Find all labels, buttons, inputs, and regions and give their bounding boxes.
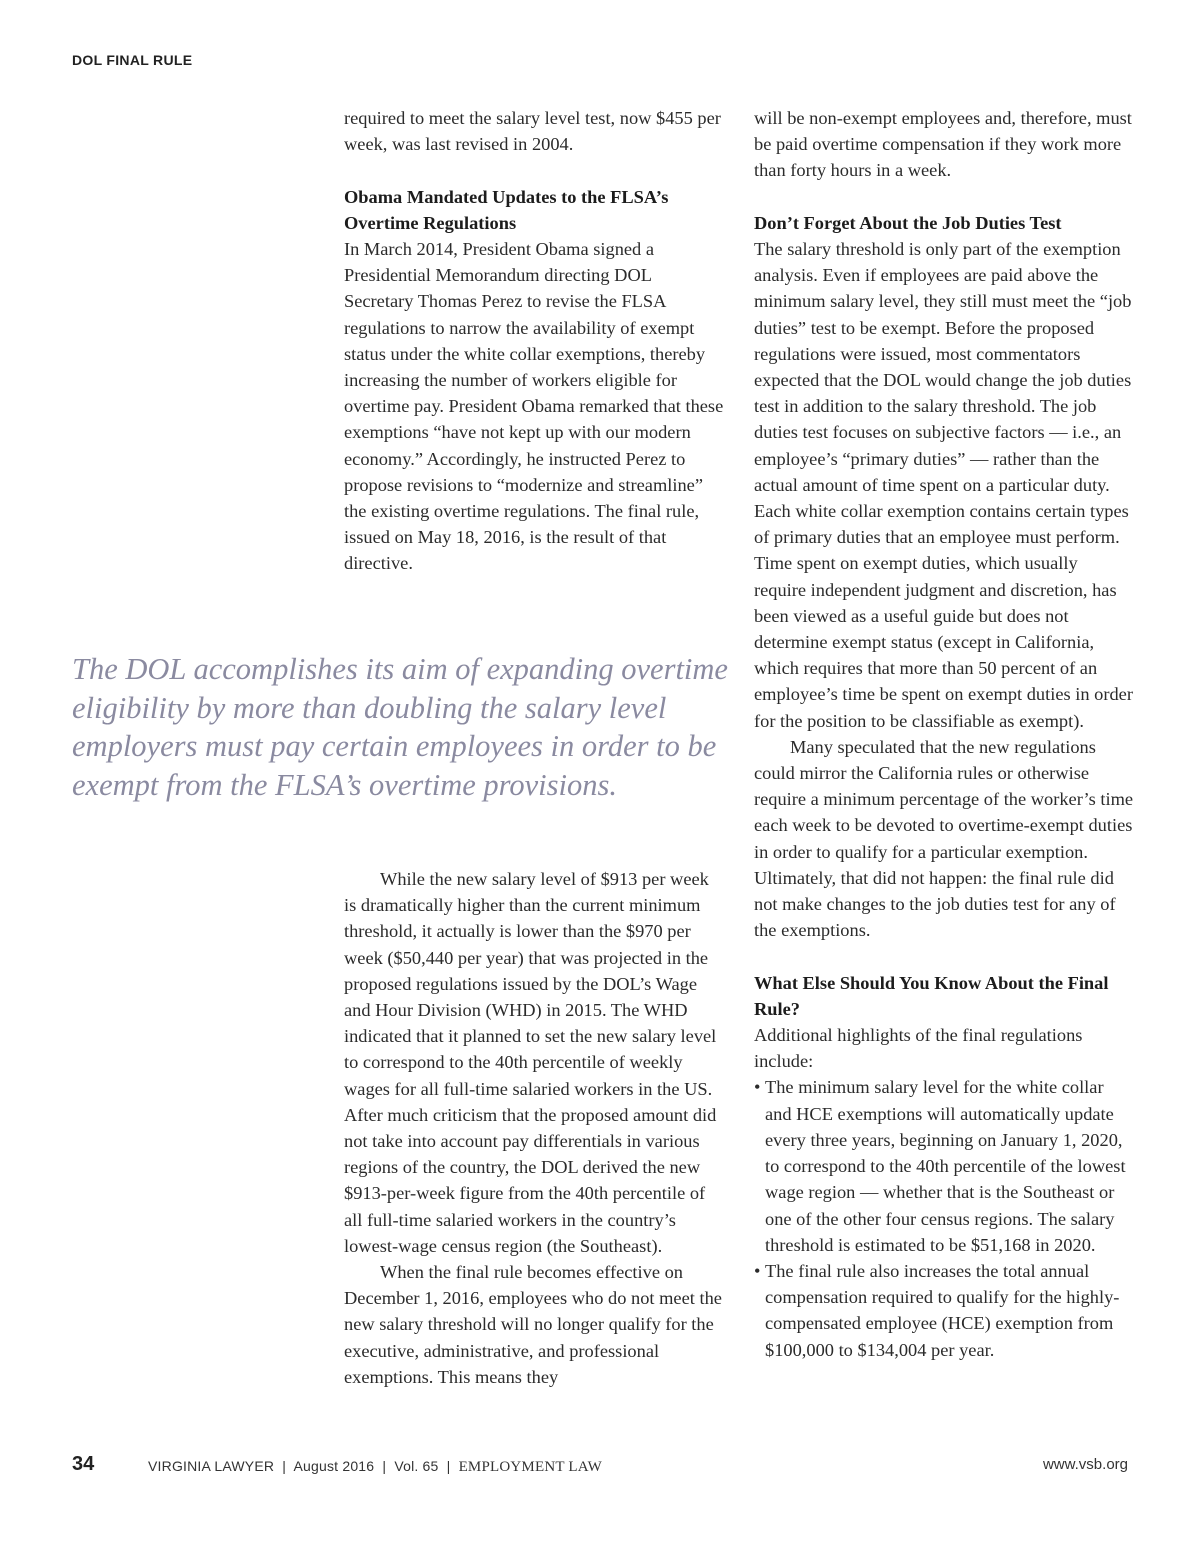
volume: Vol. 65 bbox=[394, 1458, 439, 1474]
paragraph: In March 2014, President Obama signed a Presidential Memorandum directing DOL Secretary Thomas Perez to revise the FLSA regulations to narrow the availability of exempt status under the white collar exemptions, thereby increasing the number of workers eligible for overtime pay. President Obama remarked that these exemptions “have not kept up with our modern economy.” Accordingly, he instructed Perez to propose revisions to “modernize and streamline” the existing overtime regulations. The final rule, issued on May 18, 2016, is the result of that directive. bbox=[344, 239, 724, 574]
column-middle-bottom bbox=[344, 866, 724, 1390]
page-footer bbox=[72, 1453, 1128, 1480]
column-right bbox=[754, 105, 1134, 1363]
subheading: Don’t Forget About the Job Duties Test bbox=[754, 212, 1062, 233]
website-link[interactable]: www.vsb.org bbox=[1042, 1456, 1128, 1473]
issue-date: August 2016 bbox=[293, 1458, 375, 1474]
page-number: 34 bbox=[72, 1453, 95, 1475]
paragraph: Additional highlights of the final regulations include: bbox=[754, 1025, 1083, 1072]
separator: | bbox=[446, 1458, 451, 1474]
list-item: • The final rule also increases the total annual compensation required to qualify for the highly-compensated employee (HCE) exemption from $100,000 to $134,004 per year. bbox=[754, 1258, 1134, 1363]
pull-quote: The DOL accomplishes its aim of expanding overtime eligibility by more than doubling the salary level employers must pay certain employees in order to be exempt from the FLSA’s overtime provisions. bbox=[72, 652, 728, 802]
paragraph: While the new salary level of $913 per week is dramatically higher than the current minimum threshold, it actually is lower than the $970 per week ($50,440 per year) that was projected in the proposed regulations issued by the DOL’s Wage and Hour Division (WHD) in 2015. The WHD indicated that it planned to set the new salary level to correspond to the 40th percentile of weekly wages for all full-time salaried workers in the US. After much criticism that the proposed amount did not take into account pay differentials in various regions of the country, the DOL derived the new $913-per-week figure from the 40th percentile of all full-time salaried workers in the country’s lowest-wage census region (the Southeast). bbox=[344, 869, 717, 1256]
paragraph: required to meet the salary level test, now $455 per week, was last revised in 2004. bbox=[344, 108, 721, 155]
list-item: • The minimum salary level for the white collar and HCE exemptions will automatically update every three years, beginning on January 1, 2020, to correspond to the 40th percentile of the lowest wage region — whether that is the Southeast or one of the other four census regions. The salary threshold is estimated to be $51,168 in 2020. bbox=[754, 1074, 1134, 1257]
publication-line bbox=[148, 1458, 602, 1476]
separator: | bbox=[382, 1458, 387, 1474]
separator: | bbox=[282, 1458, 287, 1474]
publication-name: VIRGINIA LAWYER bbox=[148, 1458, 275, 1474]
section-label: DOL FINAL RULE bbox=[72, 52, 193, 68]
category: EMPLOYMENT LAW bbox=[458, 1459, 602, 1475]
paragraph: Many speculated that the new regulations could mirror the California rules or otherwise require a minimum percentage of the worker’s time each week to be devoted to overtime-exempt duties in order to qualify for a particular exemption. Ultimately, that did not happen: the final rule did not make changes to the job duties test for any of the exemptions. bbox=[754, 736, 1134, 941]
paragraph: When the final rule becomes effective on December 1, 2016, employees who do not meet the new salary threshold will no longer qualify for the executive, administrative, and professional exemptions. This means they bbox=[344, 1262, 722, 1387]
column-middle-top bbox=[344, 105, 724, 577]
paragraph: The salary threshold is only part of the exemption analysis. Even if employees are paid above the minimum salary level, they still must meet the “job duties” test to be exempt. Before the proposed regulations were issued, most commentators expected that the DOL would change the job duties test in addition to the salary threshold. The job duties test focuses on subjective factors — i.e., an employee’s “primary duties” — rather than the actual amount of time spent on a particular duty. Each white collar exemption contains certain types of primary duties that an employee must perform. Time spent on exempt duties, which usually require independent judgment and discretion, has been viewed as a useful guide but does not determine exempt status (except in California, which requires that more than 50 percent of an employee’s time be spent on exempt duties in order for the position to be classifiable as exempt). bbox=[754, 239, 1133, 731]
bullet-list bbox=[754, 1074, 1134, 1362]
subheading: What Else Should You Know About the Final Rule? bbox=[754, 972, 1109, 1019]
paragraph: will be non-exempt employees and, therefore, must be paid overtime compensation if they work more than forty hours in a week. bbox=[754, 108, 1132, 181]
subheading: Obama Mandated Updates to the FLSA’s Overtime Regulations bbox=[344, 186, 669, 233]
